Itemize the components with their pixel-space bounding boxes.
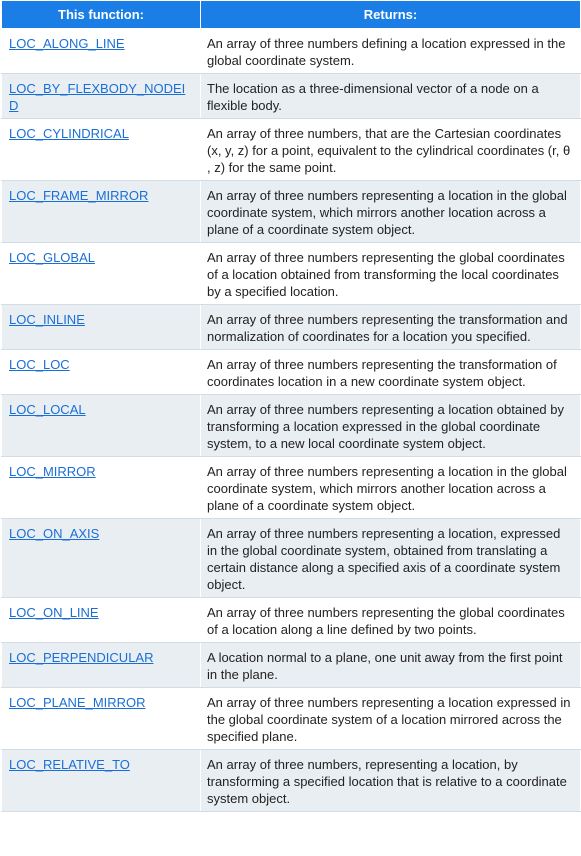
function-cell <box>2 519 201 598</box>
table-row <box>2 350 581 395</box>
table-row <box>2 305 581 350</box>
table-row <box>2 519 581 598</box>
function-table <box>1 0 581 812</box>
function-cell <box>2 74 201 119</box>
function-cell <box>2 350 201 395</box>
table-row <box>2 643 581 688</box>
function-link[interactable]: LOC_MIRROR <box>9 464 96 479</box>
returns-description: An array of three numbers representing a location obtained by transforming a location expressed in the global coordinate system, to a new local coordinate system object. <box>201 395 581 457</box>
function-cell <box>2 119 201 181</box>
function-link[interactable]: LOC_FRAME_MIRROR <box>9 188 149 203</box>
returns-description: An array of three numbers representing a location, expressed in the global coordinate system, obtained from translating a certain distance along a specified axis of a coordinate system object. <box>201 519 581 598</box>
function-link[interactable]: LOC_ON_AXIS <box>9 526 100 541</box>
table-row <box>2 74 581 119</box>
returns-description: An array of three numbers, representing a location, by transforming a specified location that is relative to a coordinate system object. <box>201 750 581 812</box>
function-link[interactable]: LOC_CYLINDRICAL <box>9 126 129 141</box>
returns-description: An array of three numbers representing the global coordinates of a location obtained from transforming the local coordinates by a specified location. <box>201 243 581 305</box>
function-cell <box>2 243 201 305</box>
returns-description: A location normal to a plane, one unit away from the first point in the plane. <box>201 643 581 688</box>
returns-description: An array of three numbers representing a location expressed in the global coordinate system of a location mirrored across the specified plane. <box>201 688 581 750</box>
function-link[interactable]: LOC_BY_FLEXBODY_NODEID <box>9 81 186 113</box>
table-row <box>2 688 581 750</box>
table-row <box>2 598 581 643</box>
returns-description: An array of three numbers representing the global coordinates of a location along a line defined by two points. <box>201 598 581 643</box>
table-row <box>2 29 581 74</box>
function-link[interactable]: LOC_LOC <box>9 357 70 372</box>
returns-description: An array of three numbers, that are the Cartesian coordinates (x, y, z) for a point, equivalent to the cylindrical coordinates (r, θ , z) for the same point. <box>201 119 581 181</box>
function-cell <box>2 457 201 519</box>
table-row <box>2 181 581 243</box>
function-link[interactable]: LOC_ALONG_LINE <box>9 36 125 51</box>
returns-description: An array of three numbers representing the transformation and normalization of coordinates for a location you specified. <box>201 305 581 350</box>
function-cell <box>2 750 201 812</box>
table-row <box>2 119 581 181</box>
function-link[interactable]: LOC_LOCAL <box>9 402 86 417</box>
function-cell <box>2 643 201 688</box>
returns-description: The location as a three-dimensional vector of a node on a flexible body. <box>201 74 581 119</box>
table-row <box>2 457 581 519</box>
table-row <box>2 395 581 457</box>
function-cell <box>2 598 201 643</box>
function-link[interactable]: LOC_INLINE <box>9 312 85 327</box>
table-header-row <box>2 1 581 29</box>
returns-description: An array of three numbers representing the transformation of coordinates location in a new coordinate system object. <box>201 350 581 395</box>
returns-description: An array of three numbers representing a location in the global coordinate system, which mirrors another location across a plane of a coordinate system object. <box>201 181 581 243</box>
header-function: This function: <box>2 1 201 29</box>
function-link[interactable]: LOC_PLANE_MIRROR <box>9 695 146 710</box>
returns-description: An array of three numbers defining a location expressed in the global coordinate system. <box>201 29 581 74</box>
function-link[interactable]: LOC_GLOBAL <box>9 250 95 265</box>
function-cell <box>2 181 201 243</box>
function-link[interactable]: LOC_ON_LINE <box>9 605 99 620</box>
table-row <box>2 243 581 305</box>
returns-description: An array of three numbers representing a location in the global coordinate system, which mirrors another location across a plane of a coordinate system object. <box>201 457 581 519</box>
function-cell <box>2 305 201 350</box>
function-cell <box>2 688 201 750</box>
function-cell <box>2 29 201 74</box>
function-link[interactable]: LOC_RELATIVE_TO <box>9 757 130 772</box>
function-link[interactable]: LOC_PERPENDICULAR <box>9 650 154 665</box>
function-cell <box>2 395 201 457</box>
header-returns: Returns: <box>201 1 581 29</box>
table-row <box>2 750 581 812</box>
table-body <box>2 29 581 812</box>
